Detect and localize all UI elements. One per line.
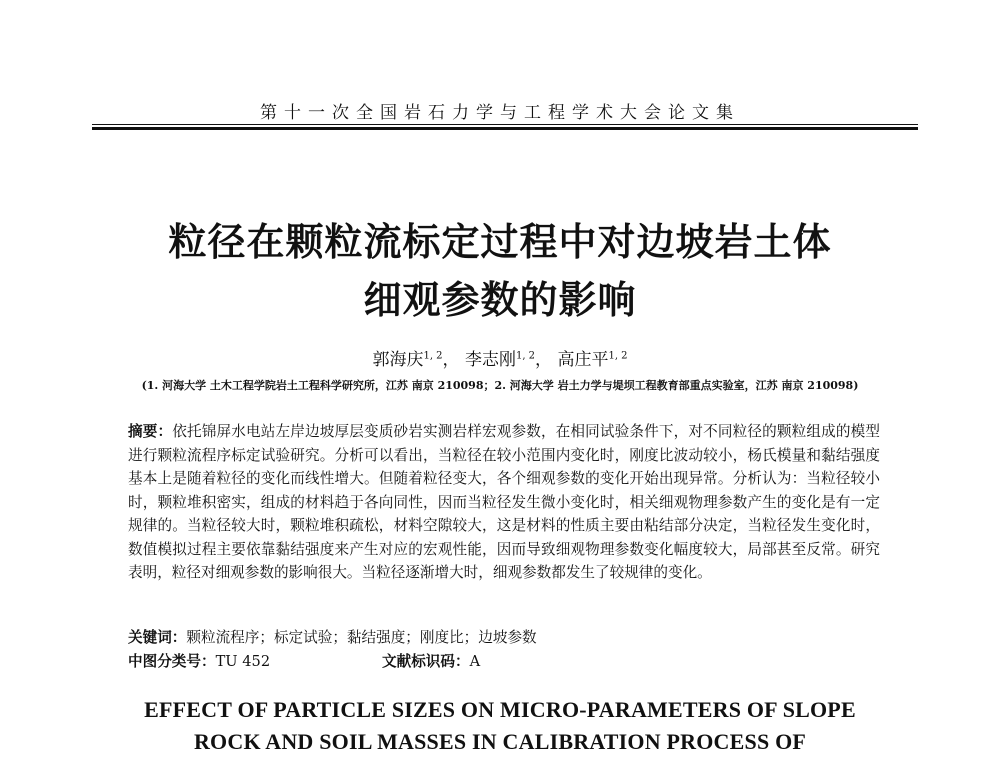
keywords-label: 关键词： xyxy=(128,629,187,646)
doc-code-value: A xyxy=(469,653,481,670)
paper-title-line-1: 粒径在颗粒流标定过程中对边坡岩土体 xyxy=(168,220,832,264)
doc-code-label: 文献标识码： xyxy=(382,653,470,670)
abstract-label: 摘要： xyxy=(128,423,173,440)
english-title-line-2: ROCK AND SOIL MASSES IN CALIBRATION PROCESS OF xyxy=(193,729,807,754)
affiliations: (1. 河海大学 土木工程学院岩土工程科学研究所，江苏 南京 210098；2. 河海大学 岩土力学与堤坝工程教育部重点实验室，江苏 南京 210098) xyxy=(141,379,859,392)
paper-title-line-2: 细观参数的影响 xyxy=(363,278,637,322)
english-title-line-1: EFFECT OF PARTICLE SIZES ON MICRO-PARAMETERS OF SLOPE xyxy=(144,697,856,722)
author-name: 高庄平 xyxy=(557,350,609,370)
header-rule-thick xyxy=(92,127,918,130)
classification-line xyxy=(128,650,880,671)
clc-value: TU 452 xyxy=(215,653,271,670)
author-list: 郭海庆$^{1, 2}$， 李志刚$^{1, 2}$， 高庄平$^{1, 2}$ xyxy=(372,350,628,370)
clc-label: 中图分类号： xyxy=(128,653,216,670)
author-affil-mark: 1, 2 xyxy=(608,350,628,362)
keywords xyxy=(128,626,880,647)
author-name: 李志刚 xyxy=(464,350,516,370)
author-affil-mark: 1, 2 xyxy=(515,350,536,362)
document-code xyxy=(382,650,480,671)
keywords-text: 颗粒流程序；标定试验；黏结强度；刚度比；边坡参数 xyxy=(186,629,537,646)
running-header: 第十一次全国岩石力学与工程学术大会论文集 xyxy=(260,103,740,123)
abstract-text: 依托锦屏水电站左岸边坡厚层变质砂岩实测岩样宏观参数，在相同试验条件下，对不同粒径的颗粒组成的模型进行颗粒流程序标定试验研究。分析可以看出，当粒径在较小范围内变化时，刚度比波动较小，杨氏模量和黏结强度基本上是随着粒径的变化而线性增大。但随着粒径变大，各个细观参数的变化开始出现异常。分析认为：当粒径较小时，颗粒堆积密实，组成的材料趋于各向同性，因而当粒径发生微小变化时，相关细观物理参数产生的变化是有一定规律的。当粒径较大时，颗粒堆积疏松，材料空隙较大，这是材料的性质主要由粘结部分决定，当粒径发生变化时，数值模拟过程主要依靠黏结强度来产生对应的宏观性能，因而导致细观物理参数变化幅度较大，局部甚至反常。研究表明，粒径对细观参数的影响很大。当粒径逐渐增大时，细观参数都发生了较规律的变化。 xyxy=(128,423,880,581)
header-rule-thin xyxy=(92,124,918,125)
author-name: 郭海庆 xyxy=(372,350,424,370)
author-affil-mark: 1, 2 xyxy=(423,350,443,362)
abstract xyxy=(128,420,880,585)
